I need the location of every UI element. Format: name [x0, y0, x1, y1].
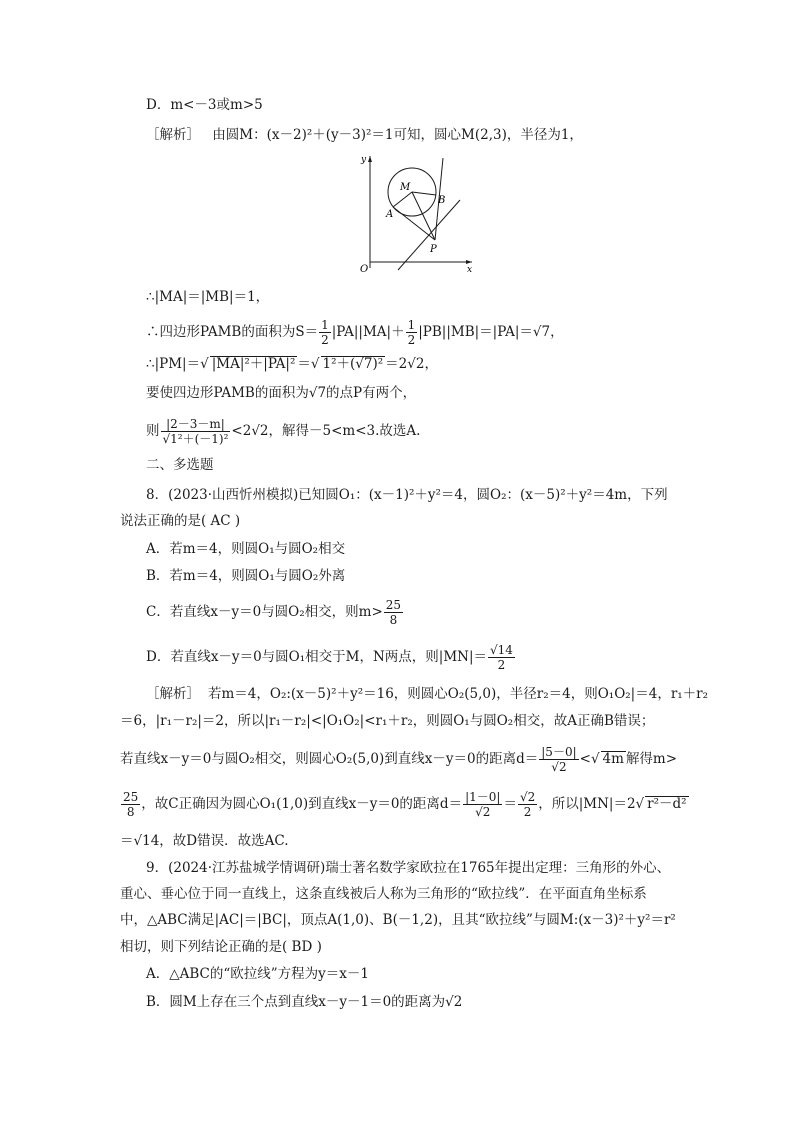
y-axis-arrow — [368, 156, 372, 162]
label-b: B — [438, 195, 446, 206]
q8-option-a: A．若m＝4，则圆O₁与圆O₂相交 — [146, 541, 346, 557]
label-p: P — [430, 244, 437, 255]
label-y: y — [361, 155, 367, 165]
q8-stem-1: 8．(2023·山西忻州模拟)已知圆O₁：(x－1)²＋y²＝4，圆O₂：(x－5)²＋y²＝4m，下列 — [146, 487, 668, 503]
q8-solution-line-4: $\frac{25}{8}$ ，故C正确因为圆心O₁(1,0)到直线x－y＝0的距离d＝ $\frac{|1-0|}{√2}$ ＝ $\frac{√2}{2}$ ，所以|MN|＝2√ r²－d² — [123, 790, 687, 819]
solution-7-line-3: ∴四边形PAMB的面积为S＝ $\frac{1}{2}$ |PA||MA|＋ $\frac{1}{2}$ |PB||MB|＝|PA|＝√7， — [146, 318, 564, 347]
fraction-half-2: $\frac{1}{2}$ — [407, 318, 416, 347]
solution-7-line-1: ［解析］ 由圆M：(x－2)²＋(y－3)²＝1可知，圆心M(2,3)，半径为1， — [146, 127, 583, 143]
q8-solution-line-5: ＝√14，故D错误．故选AC. — [120, 833, 289, 849]
q9-stem-4: 相切，则下列结论正确的是( BD ) — [120, 939, 322, 955]
label-o: O — [360, 264, 369, 275]
q9-stem-1: 9．(2024·江苏盐城学情调研)瑞士著名数学家欧拉在1765年提出定理：三角形的外心、 — [146, 860, 671, 876]
label-x: x — [467, 265, 473, 275]
radius-mb — [412, 192, 436, 195]
label-m: M — [400, 182, 411, 193]
x-axis-arrow — [466, 260, 472, 264]
circle-tangent-figure — [350, 150, 480, 275]
radius-ma — [393, 192, 412, 207]
q8-option-c: C．若直线x－y＝0与圆O₂相交，则m> $\frac{25}{8}$ — [146, 598, 402, 627]
solution-7-line-5: 要使四边形PAMB的面积为√7的点P有两个， — [146, 385, 417, 401]
fraction-half: $\frac{1}{2}$ — [321, 318, 329, 347]
q8-stem-2: 说法正确的是( AC ) — [120, 513, 241, 529]
q9-stem-3: 中，△ABC满足|AC|＝|BC|，顶点A(1,0)、B(－1,2)，且其“欧拉线”与圆M:(x－3)²＋y²＝r² — [120, 912, 676, 928]
solution-7-line-6: 则 $\frac{|2-3-m|}{\text{√1²＋(－1)²}}$ <2√2，解得－5<m<3.故选A. — [146, 417, 421, 446]
option-d-previous: D．m<－3或m>5 — [146, 97, 263, 113]
solution-7-line-2: ∴|MA|＝|MB|＝1， — [146, 289, 270, 305]
q9-stem-2: 重心、垂心位于同一直线上，这条直线被后人称为三角形的“欧拉线”．在平面直角坐标系 — [120, 886, 647, 902]
q8-solution-line-3: 若直线x－y＝0与圆O₂相交，则圆心O₂(5,0)到直线x－y＝0的距离d＝ $\frac{|5-0|}{√2}$ <√ 4m 解得m> — [120, 745, 678, 774]
q8-solution-line-1: ［解析］ 若m＝4，O₂:(x－5)²＋y²＝16，则圆心O₂(5,0)，半径r₂＝4，则O₁O₂|＝4，r₁＋r₂ — [146, 686, 709, 702]
distance-fraction: $\frac{|2-3-m|}{\text{√1²＋(－1)²}}$ — [162, 417, 229, 446]
section-title: 二、多选题 — [146, 457, 214, 473]
q9-option-a: A．△ABC的“欧拉线”方程为y＝x－1 — [146, 966, 370, 982]
label-a: A — [386, 209, 394, 220]
q8-option-b: B．若m＝4，则圆O₁与圆O₂外离 — [146, 568, 346, 584]
solution-tag: ［解析］ — [146, 127, 200, 143]
q8-option-d: D．若直线x－y＝0与圆O₁相交于M，N两点，则|MN|＝ $\frac{√14}{2}$ — [146, 643, 513, 672]
q9-option-b: B．圆M上存在三个点到直线x－y－1＝0的距离为√2 — [146, 994, 463, 1010]
tangent-pa — [393, 207, 435, 240]
solution-7-line-4: ∴|PM|＝√ |MA|²＋|PA|² ＝√ 1²＋(√7)² ＝2√2， — [146, 356, 438, 372]
q8-solution-line-2: ＝6，|r₁－r₂|＝2，所以|r₁－r₂|<|O₁O₂|<r₁＋r₂，则圆O₁与圆O₂相交，故A正确B错误； — [120, 713, 655, 729]
